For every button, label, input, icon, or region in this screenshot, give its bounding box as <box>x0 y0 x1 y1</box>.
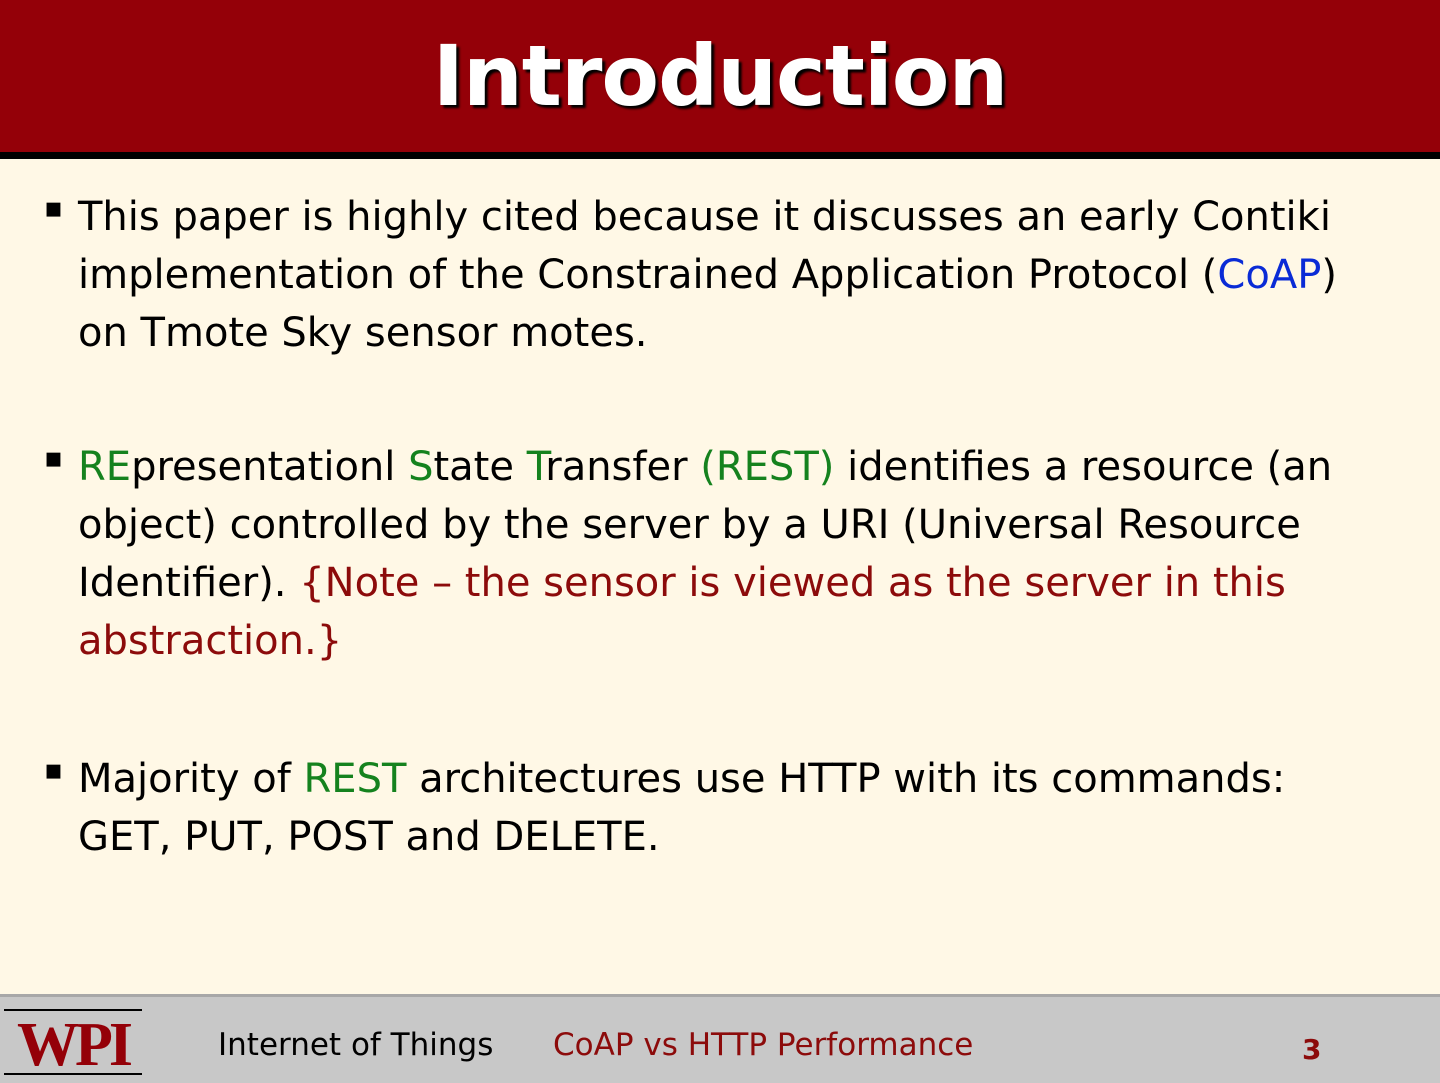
bullet-text: ) on Tmote Sky sensor motes. <box>78 252 1337 356</box>
footer <box>0 994 1440 1083</box>
bullet-marker-icon: ▪ <box>44 441 63 474</box>
page-number: 3 <box>1302 1033 1322 1066</box>
bullet-text: identifies a resource (an object) controlled by the server by a URI (Universal Resource Identifier). <box>78 444 1333 606</box>
rest-acronym: (REST) <box>700 444 835 490</box>
rest-letter: T <box>526 444 546 490</box>
note-text: {Note – the sensor is viewed as the server in this abstraction.} <box>78 560 1286 664</box>
bullet-text: tate <box>433 444 527 490</box>
rest-acronym: REST <box>303 756 407 802</box>
bullet-item <box>44 750 1378 866</box>
title-bar <box>0 0 1440 159</box>
bullet-text: Majority of <box>78 756 304 802</box>
footer-course: Internet of Things <box>218 1027 494 1063</box>
wpi-logo-text: WPI <box>17 1011 129 1077</box>
coap-term: CoAP <box>1217 252 1322 298</box>
wpi-logo <box>4 1007 142 1077</box>
bullet-text: architectures use HTTP with its commands: GET, PUT, POST and DELETE. <box>78 756 1286 860</box>
bullet-marker-icon: ▪ <box>44 191 63 224</box>
rest-letter: RE <box>78 444 132 490</box>
bullet-text: This paper is highly cited because it discusses an early Contiki implementation of the Constrained Application Protocol ( <box>78 194 1331 298</box>
footer-topic: CoAP vs HTTP Performance <box>553 1027 974 1063</box>
bullet-item <box>44 438 1378 670</box>
rest-letter: S <box>408 444 434 490</box>
bullet-text: presentationl <box>131 444 409 490</box>
bullet-item <box>44 188 1378 362</box>
slide-title: Introduction <box>432 27 1008 125</box>
bullet-text: ransfer <box>545 444 701 490</box>
bullet-marker-icon: ▪ <box>44 753 63 786</box>
